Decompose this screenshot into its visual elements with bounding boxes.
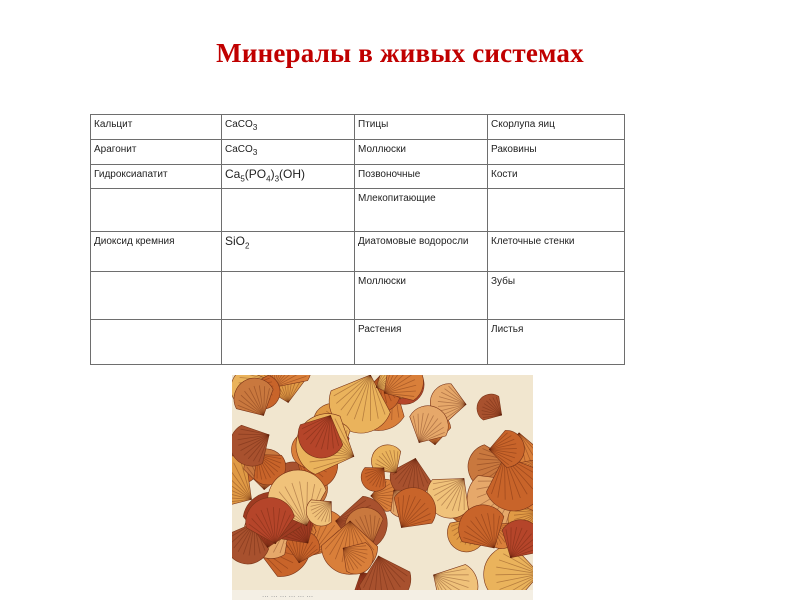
organism-group: Млекопитающие xyxy=(355,189,488,232)
mineral-name xyxy=(91,189,222,232)
table-row xyxy=(91,232,625,272)
mineral-formula xyxy=(222,272,355,320)
seashells-photo xyxy=(232,375,533,600)
organism-group: Моллюски xyxy=(355,272,488,320)
mineral-name: Диоксид кремния xyxy=(91,232,222,272)
body-structure: Зубы xyxy=(488,272,625,320)
body-structure: Скорлупа яиц xyxy=(488,115,625,140)
mineral-formula: SiO$_2$ xyxy=(222,232,355,272)
body-structure: Кости xyxy=(488,165,625,189)
mineral-name: Арагонит xyxy=(91,140,222,165)
mineral-formula: $Ca_5(PO_4)_3(OH)$ xyxy=(222,165,355,189)
table-row xyxy=(91,115,625,140)
organism-group: Позвоночные xyxy=(355,165,488,189)
mineral-formula: CaCO$_3$ xyxy=(222,115,355,140)
body-structure xyxy=(488,189,625,232)
mineral-name: Кальцит xyxy=(91,115,222,140)
table-row xyxy=(91,272,625,320)
body-structure: Клеточные стенки xyxy=(488,232,625,272)
body-structure: Раковины xyxy=(488,140,625,165)
mineral-name xyxy=(91,272,222,320)
seashells-illustration xyxy=(232,375,533,600)
table-row xyxy=(91,189,625,232)
mineral-formula xyxy=(222,320,355,365)
mineral-name xyxy=(91,320,222,365)
organism-group: Диатомовые водоросли xyxy=(355,232,488,272)
organism-group: Птицы xyxy=(355,115,488,140)
mineral-name: Гидроксиапатит xyxy=(91,165,222,189)
table-row xyxy=(91,140,625,165)
slide-title: Минералы в живых системах xyxy=(216,38,584,68)
organism-group: Растения xyxy=(355,320,488,365)
scallop-shell xyxy=(472,389,510,427)
body-structure: Листья xyxy=(488,320,625,365)
mineral-formula: CaCO$_3$ xyxy=(222,140,355,165)
photo-caption: ... ... ... ... ... ... xyxy=(232,590,533,600)
minerals-table xyxy=(90,114,625,365)
table-row xyxy=(91,165,625,189)
organism-group: Моллюски xyxy=(355,140,488,165)
table-row xyxy=(91,320,625,365)
mineral-formula xyxy=(222,189,355,232)
